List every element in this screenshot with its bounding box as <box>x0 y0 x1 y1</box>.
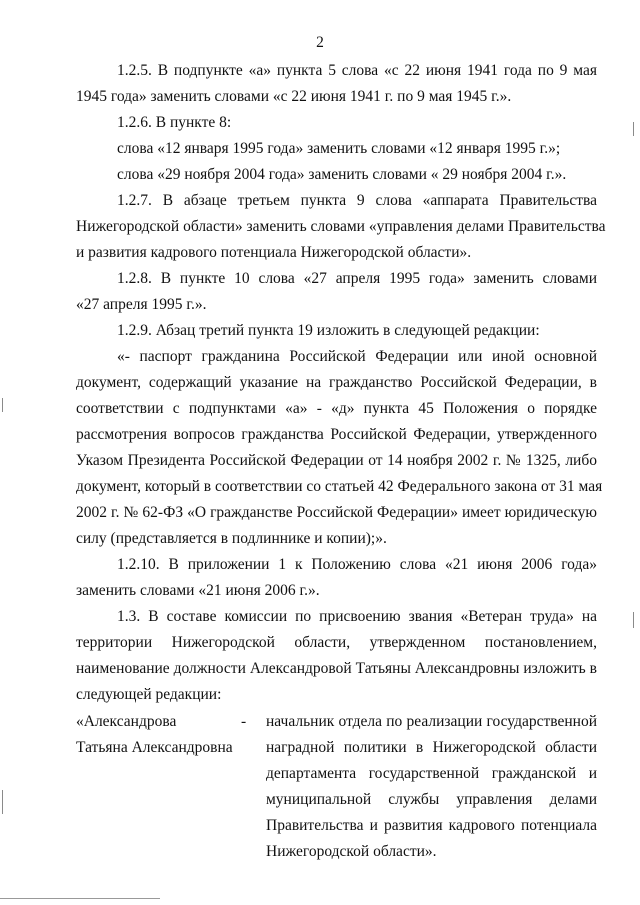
quote-line-1: «- паспорт гражданина Российской Федерации или иной основной <box>117 348 597 365</box>
paragraph-1-2-7-line-1: 1.2.7. В абзаце третьем пункта 9 слова «аппарата Правительства <box>117 192 597 209</box>
paragraph-1-2-6-item-2: слова «29 ноября 2004 года» заменить словами « 29 ноября 2004 г.». <box>117 166 567 183</box>
quote-line-8: силу (представляется в подлиннике и копии);». <box>76 530 387 547</box>
member-position-line-1: начальник отдела по реализации государственной <box>266 713 597 730</box>
paragraph-1-2-7-line-3: и развития кадрового потенциала Нижегородской области». <box>76 244 472 261</box>
left-margin-mark-lower <box>2 790 3 814</box>
member-position-line-2: наградной политики в Нижегородской области <box>266 739 597 756</box>
quote-line-2: документ, содержащий указание на гражданство Российской Федерации, в <box>76 374 597 391</box>
paragraph-1-3-line-1: 1.3. В составе комиссии по присвоению звания «Ветеран труда» на <box>117 608 597 625</box>
page-number: 2 <box>316 34 324 51</box>
paragraph-1-3-line-4: следующей редакции: <box>76 686 222 703</box>
paragraph-1-2-10-line-1: 1.2.10. В приложении 1 к Положению слова «21 июня 2006 года» <box>117 556 597 573</box>
paragraph-1-3-line-2: территории Нижегородской области, утвержденном постановлением, <box>76 634 597 651</box>
quote-line-7: 2002 г. № 62-ФЗ «О гражданстве Российской Федерации» имеет юридическую <box>76 504 597 521</box>
footer-rule <box>0 898 160 899</box>
paragraph-1-2-8-line-2: «27 апреля 1995 г.». <box>76 296 207 313</box>
paragraph-1-2-9: 1.2.9. Абзац третий пункта 19 изложить в следующей редакции: <box>117 322 540 339</box>
paragraph-1-2-6-item-1: слова «12 января 1995 года» заменить словами «12 января 1995 г.»; <box>117 140 561 157</box>
quote-line-5: Указом Президента Российской Федерации от 14 ноября 2002 г. № 1325, либо <box>76 452 597 469</box>
quote-line-3: соответствии с подпунктами «а» - «д» пункта 45 Положения о порядке <box>76 400 597 417</box>
paragraph-1-2-7-line-2: Нижегородской области» заменить словами «управления делами Правительства <box>76 218 606 235</box>
member-position-line-5: Правительства и развития кадрового потенциала <box>266 817 597 834</box>
paragraph-1-2-6: 1.2.6. В пункте 8: <box>117 114 232 131</box>
member-position-line-3: департамента государственной гражданской и <box>266 765 597 782</box>
paragraph-1-2-5-line-2: 1945 года» заменить словами «с 22 июня 1941 г. по 9 мая 1945 г.». <box>76 88 512 105</box>
right-margin-mark <box>633 122 634 136</box>
paragraph-1-2-10-line-2: заменить словами «21 июня 2006 г.». <box>76 582 320 599</box>
paragraph-1-2-8-line-1: 1.2.8. В пункте 10 слова «27 апреля 1995 года» заменить словами <box>117 270 597 287</box>
member-position-line-6: Нижегородской области». <box>266 843 437 860</box>
quote-line-6: документ, который в соответствии со статьей 42 Федерального закона от 31 мая <box>76 478 603 495</box>
paragraph-1-3-line-3: наименование должности Александровой Татьяны Александровны изложить в <box>76 660 597 677</box>
quote-line-4: рассмотрения вопросов гражданства Российской Федерации, утвержденного <box>76 426 597 443</box>
member-surname: «Александрова <box>76 713 177 730</box>
member-given-names: Татьяна Александровна <box>76 739 233 756</box>
member-dash: - <box>241 713 247 730</box>
paragraph-1-2-5-line-1: 1.2.5. В подпункте «а» пункта 5 слова «с 22 июня 1941 года по 9 мая <box>117 62 597 79</box>
member-position-line-4: муниципальной службы управления делами <box>266 791 597 808</box>
left-margin-mark <box>2 398 3 412</box>
right-margin-mark-lower <box>633 612 634 628</box>
